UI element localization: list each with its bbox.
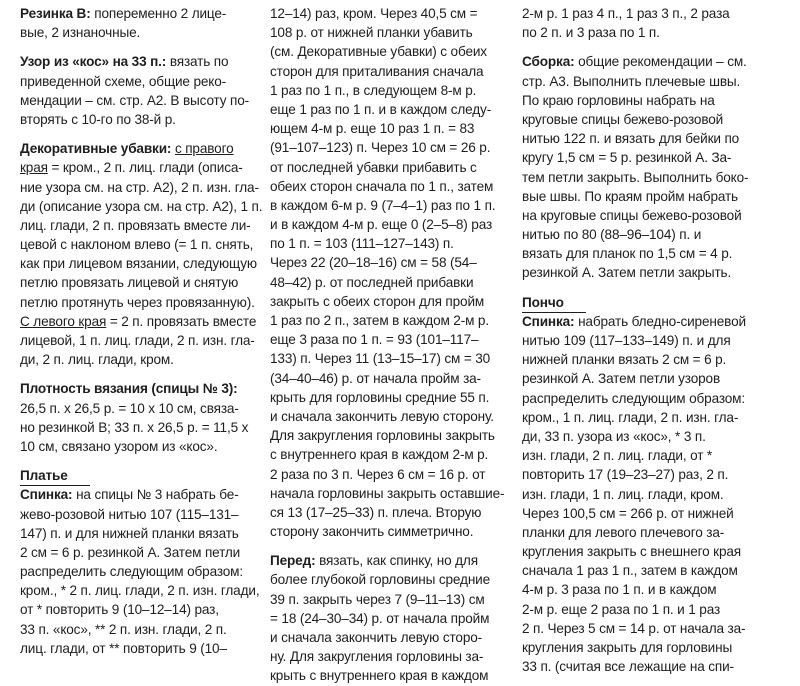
text-line: крыть для горловины средние 55 п. bbox=[270, 389, 490, 405]
subsection-title-spinka: Спинка: bbox=[20, 487, 73, 503]
column-3 bbox=[522, 4, 758, 676]
text-line: резинкой А. Затем петли узоров bbox=[522, 371, 721, 387]
text-line: вые швы. По краям пройм набрать bbox=[522, 188, 738, 204]
text-line: лиц. глади, 2 п. провязать вместе ли- bbox=[20, 217, 251, 233]
text-line: крыть с внутреннего края в каждом bbox=[270, 668, 489, 684]
text-line: С левого края = 2 п. провязать вместе bbox=[20, 313, 257, 329]
text-line: мендации – см. стр. А2. В высоту по- bbox=[20, 92, 250, 108]
text-line: Узор из «кос» на 33 п.: вязать по bbox=[20, 54, 229, 70]
text-line: как при лицевом вязании, следующую bbox=[20, 256, 257, 272]
text-line: вязать для планок по 1,5 см = 4 р. bbox=[522, 246, 733, 262]
section-title-sborka: Сборка: bbox=[522, 54, 575, 70]
section-title-pered: Перед: bbox=[270, 553, 316, 569]
text-line: обеих сторон сначала по 1 п., затем bbox=[270, 178, 494, 194]
text-line: вторять с 10-го по 38-й р. bbox=[20, 111, 176, 127]
text-line: по 2 п. и 3 раза по 1 п. bbox=[522, 25, 660, 41]
text-line: петлю протянуть через провязанную). bbox=[20, 294, 255, 310]
text-line: ющем 4-м р. еще 10 раз 1 п. = 83 bbox=[270, 121, 475, 137]
text-line: ся 13 (17–25–33) п. плеча. Вторую bbox=[270, 504, 482, 520]
section-heading-platye: Платье bbox=[20, 466, 90, 486]
text-line: закрыть с обеих сторон для пройм bbox=[270, 293, 485, 309]
text-line: 4-м р. 3 раза по 1 п. и в каждом bbox=[522, 582, 717, 598]
section-title-dekor: Декоративные убавки: bbox=[20, 141, 172, 157]
text-line: более глубокой горловины средние bbox=[270, 572, 491, 588]
text-line: еще 3 раза по 1 п. = 93 (101–117– bbox=[270, 332, 479, 348]
text-line: 2 раза по 3 п. Через 6 см = 16 р. от bbox=[270, 466, 486, 482]
text-line: тем петли закрыть. Выполнить боко- bbox=[522, 169, 749, 185]
text-line: но резинкой B; 33 п. х 26,5 р. = 11,5 х bbox=[20, 419, 249, 435]
text-line: 10 см, связано узором из «кос». bbox=[20, 438, 218, 454]
text-line: и сначала закончить левую сторону. bbox=[270, 408, 494, 424]
section-title-rezinka-b: Резинка B: bbox=[20, 6, 91, 21]
text-line: жево-розовой нитью 107 (115–131– bbox=[20, 506, 239, 522]
text-line: лицевой, 1 п. лиц. глади, 2 п. изн. гла- bbox=[20, 333, 255, 348]
text-line: по 1 п. = 103 (111–127–143) п. bbox=[270, 236, 454, 252]
text-line: и сначала закончить левую сторо- bbox=[270, 630, 483, 645]
text-line: сначала 1 раз 1 п., затем в каждом bbox=[522, 563, 738, 579]
text-line: 2-м р. еще 2 раза по 1 п. и 1 раз bbox=[522, 601, 721, 617]
text-line: 2 см = 6 р. резинкой А. Затем петли bbox=[20, 544, 241, 560]
text-line: кругления закрыть с внешнего края bbox=[522, 544, 742, 560]
text-line: ди, 2 п. лиц. глади, кром. bbox=[20, 352, 174, 368]
text-line: 12–14) раз, кром. Через 40,5 см = bbox=[270, 6, 478, 21]
text-line: Через 100,5 см = 266 р. от нижней bbox=[522, 505, 734, 521]
text-line: = 18 (24–30–34) р. от начала пройм bbox=[270, 610, 490, 626]
section-title-uzor-kos: Узор из «кос» на 33 п.: bbox=[20, 54, 167, 70]
text-line: Перед: вязать, как спинку, но для bbox=[270, 553, 478, 569]
text-line: еще 1 раз по 1 п. и в каждом следу- bbox=[270, 101, 492, 117]
text-line: Сборка: общие рекомендации – см. bbox=[522, 54, 747, 70]
text-line: кругу 1,5 см = 5 р. резинкой А. За- bbox=[522, 150, 732, 166]
text-line: 33 п. «кос», ** 2 п. изн. глади, 2 п. bbox=[20, 621, 227, 637]
text-line: кром., * 2 п. лиц. глади, 2 п. изн. глади, bbox=[20, 583, 260, 599]
text-line: цевой с наклоном влево (= 1 п. снять, bbox=[20, 237, 254, 253]
text-line: Для закругления горловины закрыть bbox=[270, 428, 495, 444]
text-line: в каждом 6-м р. 9 (7–4–1) раз по 1 п. bbox=[270, 197, 496, 213]
text-line: стр. А3. Выполнить плечевые швы. bbox=[522, 73, 741, 89]
text-line: ди, 33 п. узора из «кос», * 3 п. bbox=[522, 428, 706, 444]
text-line: Декоративные убавки: с правого bbox=[20, 141, 234, 157]
subsection-title-spinka: Спинка: bbox=[522, 313, 575, 329]
text-line: нитью 122 п. и вязать для бейки по bbox=[522, 131, 740, 147]
text-line: По краю горловины набрать на bbox=[522, 92, 715, 108]
text-line: сторону закончить симметрично. bbox=[270, 524, 474, 540]
text-line: 2 п. Через 5 см = 14 р. от начала за- bbox=[522, 620, 746, 636]
section-title-plotnost: Плотность вязания (спицы № 3): bbox=[20, 381, 238, 397]
section-heading-poncho: Пончо bbox=[522, 293, 586, 313]
text-line: 133) п. Через 11 (13–15–17) см = 30 bbox=[270, 351, 491, 367]
text-line: (91–107–123) п. Через 10 см = 26 р. bbox=[270, 140, 491, 156]
text-line: приведенной схеме, общие реко- bbox=[20, 73, 227, 89]
text-line: (см. Декоративные убавки) с обеих bbox=[270, 44, 487, 60]
text-line: кругления закрыть для горловины bbox=[522, 640, 733, 655]
text-line bbox=[20, 466, 257, 485]
text-line: края = кром., 2 п. лиц. глади (описа- bbox=[20, 160, 243, 176]
text-line: распределить следующим образом: bbox=[20, 564, 243, 580]
text-line: нижней планки вязать 2 см = 6 р. bbox=[522, 352, 727, 368]
text-line: планки для левого плечевого за- bbox=[522, 524, 725, 540]
text-line: резинкой А. Затем петли закрыть. bbox=[522, 265, 732, 281]
text-line: ну. Для закругления горловины за- bbox=[270, 649, 484, 665]
text-line: начала горловины закрыть оставшие- bbox=[270, 485, 505, 501]
text-line: кром., 1 п. лиц. глади, 2 п. изн. гла- bbox=[522, 409, 739, 425]
text-line: 108 р. от нижней планки убавить bbox=[270, 25, 473, 41]
text-line: петлю провязать лицевой и снятую bbox=[20, 275, 239, 291]
text-line: и в каждом 4-м р. еще 0 (2–5–8) раз bbox=[270, 217, 493, 233]
text-line: изн. глади, 1 п. лиц. глади, кром. bbox=[522, 486, 724, 502]
text-line: 1 раз по 2 п., затем в каждом 2-м р. bbox=[270, 313, 489, 328]
text-line: Через 22 (20–18–16) см = 58 (54– bbox=[270, 255, 477, 271]
text-line: повторить 17 (19–23–27) раз, 2 п. bbox=[522, 467, 729, 483]
column-2 bbox=[270, 4, 505, 686]
text-line: сторон для приталивания сначала bbox=[270, 63, 484, 79]
text-line bbox=[20, 379, 257, 398]
text-line: 2-м р. 1 раз 4 п., 1 раз 3 п., 2 раза bbox=[522, 6, 730, 21]
text-line: ние узора см. на стр. А2), 2 п. изн. гла- bbox=[20, 179, 259, 195]
text-line: нитью по 80 (88–96–104) п. и bbox=[522, 227, 702, 243]
text-line: с внутреннего края в каждом 2-м р. bbox=[270, 447, 489, 463]
text-line: 39 п. закрыть через 7 (9–11–13) см bbox=[270, 591, 485, 607]
text-line: 26,5 п. х 26,5 р. = 10 х 10 см, связа- bbox=[20, 400, 239, 416]
text-line: распределить следующим образом: bbox=[522, 390, 745, 406]
text-line: от * повторить 9 (10–12–14) раз, bbox=[20, 602, 219, 618]
text-line: от последней убавки прибавить с bbox=[270, 159, 477, 175]
text-line bbox=[522, 293, 758, 312]
text-line: изн. глади, 2 п. лиц. глади, от * bbox=[522, 448, 713, 464]
text-line: 48–42) р. от последней прибавки bbox=[270, 274, 474, 290]
text-line: (34–40–46) р. от начала пройм за- bbox=[270, 370, 481, 386]
text-line: Спинка: набрать бледно-сиреневой bbox=[522, 313, 746, 329]
text-line: круговые спицы бежево-розовой bbox=[522, 111, 724, 127]
text-line: лиц. глади, от ** повторить 9 (10– bbox=[20, 640, 227, 656]
text-line: нитью 109 (117–133–149) п. и для bbox=[522, 333, 731, 348]
text-line: Резинка B: попеременно 2 лице- bbox=[20, 6, 227, 21]
column-1 bbox=[20, 4, 263, 658]
text-line: на круговые спицы бежево-розовой bbox=[522, 207, 742, 223]
text-line: 147) п. и для нижней планки вязать bbox=[20, 525, 239, 541]
text-line: вые, 2 изнаночные. bbox=[20, 25, 141, 41]
text-line: ди (описание узора см. на стр. А2), 1 п. bbox=[20, 198, 263, 214]
text-line: 33 п. (считая все лежащие на спи- bbox=[522, 659, 734, 675]
text-line: 1 раз по 1 п., в следующем 8-м р. bbox=[270, 82, 477, 98]
text-line: Спинка: на спицы № 3 набрать бе- bbox=[20, 487, 239, 503]
